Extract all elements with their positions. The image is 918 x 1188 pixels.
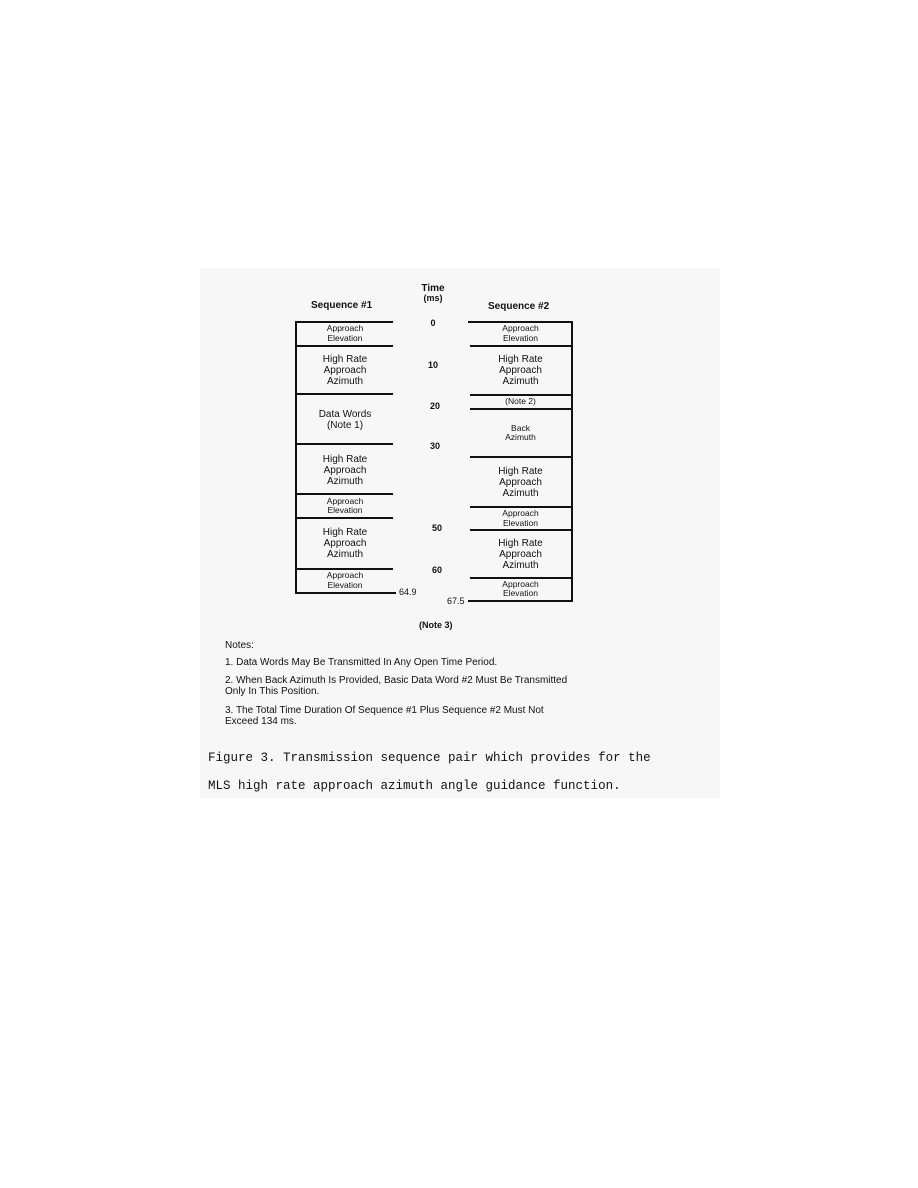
note3-reference: (Note 3) [419, 620, 453, 630]
sequence2-block: High Rate Approach Azimuth [470, 531, 571, 579]
sequence1-block: High Rate Approach Azimuth [297, 519, 393, 570]
sequence1-block: Approach Elevation [326, 570, 364, 590]
sequence1-block: High Rate Approach Azimuth [297, 347, 393, 395]
note-2: 2. When Back Azimuth Is Provided, Basic Data Word #2 Must Be Transmitted Only In This Position. [225, 675, 568, 697]
figure-caption-line2: MLS high rate approach azimuth angle guidance function. [208, 779, 621, 793]
sequence1-block: Approach Elevation [297, 322, 393, 347]
sequence2-end-line [468, 600, 573, 602]
sequence2-column [470, 321, 573, 600]
sequence2-block: High Rate Approach Azimuth [470, 458, 571, 508]
sequence2-block: (Note 2) [470, 396, 571, 410]
sequence1-block: Approach Elevation [297, 495, 393, 519]
notes-heading: Notes: [225, 640, 254, 651]
time-tick: 0 [430, 318, 436, 328]
time-tick: 10 [427, 360, 438, 370]
sequence1-column [295, 321, 393, 593]
time-tick: 50 [431, 523, 442, 533]
sequence2-header: Sequence #2 [488, 301, 550, 312]
sequence2-block: Approach Elevation [470, 508, 571, 531]
sequence1-block: Data Words (Note 1) [297, 395, 393, 445]
note-1: 1. Data Words May Be Transmitted In Any Open Time Period. [225, 657, 498, 668]
sequence1-header: Sequence #1 [311, 300, 373, 311]
sequence2-block: High Rate Approach Azimuth [470, 347, 571, 396]
sequence1-end-time: 64.9 [399, 587, 417, 597]
sequence1-block: High Rate Approach Azimuth [297, 447, 393, 495]
figure-caption-line1: Figure 3. Transmission sequence pair which provides for the [208, 751, 651, 765]
time-tick: 30 [429, 441, 440, 451]
time-axis-unit: (ms) [423, 293, 443, 303]
note-3: 3. The Total Time Duration Of Sequence #1 Plus Sequence #2 Must Not Exceed 134 ms. [225, 705, 544, 727]
sequence2-block: Approach Elevation [470, 322, 571, 347]
sequence2-block: Approach Elevation [502, 578, 539, 598]
sequence2-end-time: 67.5 [447, 596, 465, 606]
time-tick: 60 [431, 565, 442, 575]
time-axis-title: Time [421, 283, 445, 294]
time-tick: 20 [429, 401, 440, 411]
sequence1-end-line [295, 592, 396, 594]
sequence2-block: Back Azimuth [470, 410, 571, 458]
